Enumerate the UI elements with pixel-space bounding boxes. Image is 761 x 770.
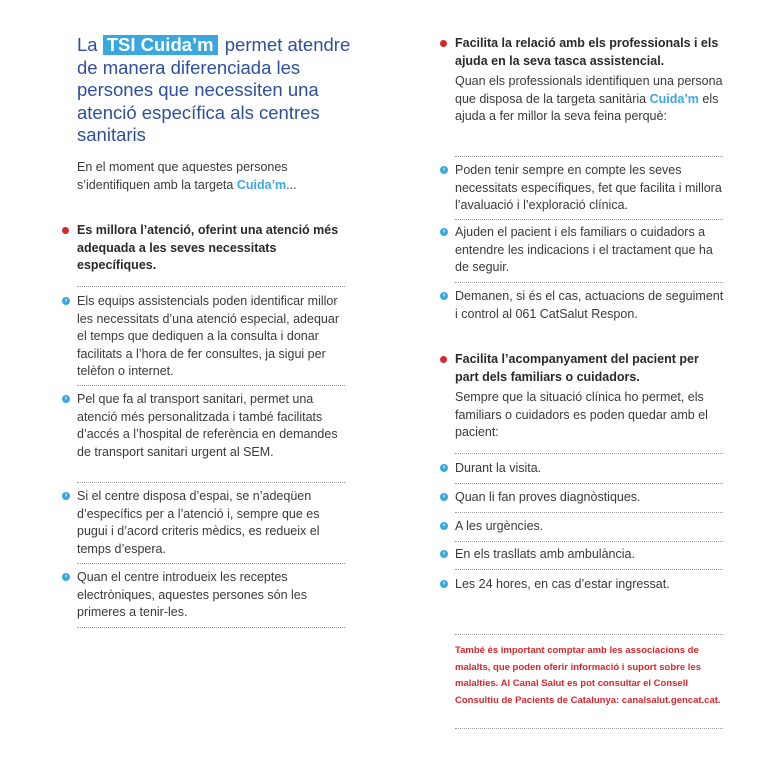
divider <box>455 483 723 484</box>
divider <box>77 563 345 564</box>
lead-body-pre: Quan els professionals identifiquen una persona que disposa de la targeta sanitària <box>455 74 723 106</box>
list-item-text: Si el centre disposa d’espai, se n’adeqüen d’específics per a l’atenció i, sempre que es pugui i d’acord criteris mèdics, es redueix el temps d’espera. <box>77 489 320 556</box>
lead-title: Facilita la relació amb els professionals i els ajuda en la seva tasca assistencial. <box>455 36 719 68</box>
lead-facilitates-professionals <box>440 35 724 145</box>
divider <box>455 512 723 513</box>
intro-text <box>77 159 357 194</box>
lead-body: Sempre que la situació clínica ho permet, els familiars o cuidadors es poden quedar amb el pacient: <box>455 390 708 439</box>
red-dot-icon <box>440 40 447 47</box>
blue-chevron-bullet-icon: › <box>440 550 448 558</box>
list-item-text: Durant la visita. <box>455 461 542 475</box>
blue-chevron-bullet-icon: › <box>62 297 70 305</box>
list-item-text: Pel que fa al transport sanitari, permet una atenció més personalitzada i també facilitats d’accés a l’hospital de referència en demandes de transport sanitari urgent al SEM. <box>77 392 338 459</box>
closing-note: També és important comptar amb les associacions de malalts, que poden oferir informació i suport sobre les malalties. Al Canal Salut es pot consultar el Consell Consultiu de Pacients de Catalunya: canalsalut.gencat.cat. <box>455 645 721 706</box>
list-item-text: Demanen, si és el cas, actuacions de seguiment i control al 061 CatSalut Respon. <box>455 289 724 321</box>
divider <box>455 541 723 542</box>
headline-rest: permet atendre de manera diferenciada les persones que necessiten una atenció específica als centres sanitaris <box>77 34 351 145</box>
blue-chevron-bullet-icon: › <box>440 493 448 501</box>
list-item-text: Poden tenir sempre en compte les seves necessitats específiques, fet que facilita i millora l’avaluació i l’exploració clínica. <box>455 163 722 212</box>
list-item-text: Ajuden el pacient i els familiars o cuidadors a entendre les indicacions i el tractament que ha de seguir. <box>455 225 713 274</box>
lead-body <box>455 73 725 126</box>
lead-title: Facilita l’acompanyament del pacient per part dels familiars o cuidadors. <box>455 352 699 384</box>
divider <box>77 627 345 628</box>
blue-chevron-bullet-icon: › <box>62 492 70 500</box>
lead-body-post: els ajuda a fer millor la seva feina perquè: <box>455 91 719 123</box>
lead-body-brand: Cuida’m <box>649 91 699 106</box>
divider <box>455 728 723 729</box>
list-item-text: Les 24 hores, en cas d’estar ingressat. <box>455 577 670 591</box>
blue-chevron-bullet-icon: › <box>62 395 70 403</box>
list-item-text: Els equips assistencials poden identificar millor les necessitats d’una atenció especial, adequar el temps que dediquen a la consulta i donar facilitats a l’hora de fer consultes, ja sigui per telèfon o internet. <box>77 294 339 378</box>
blue-chevron-bullet-icon: › <box>440 166 448 174</box>
divider <box>455 156 723 157</box>
divider <box>77 482 345 483</box>
headline-prefix: La <box>77 34 98 55</box>
brand-chip: TSI Cuida’m <box>103 35 218 55</box>
blue-chevron-bullet-icon: › <box>440 292 448 300</box>
list-item-text: Quan el centre introdueix les receptes electròniques, aquestes persones són les primeres a tenir-les. <box>77 570 308 619</box>
lead-improves-care <box>62 222 346 276</box>
divider <box>455 634 723 635</box>
intro-brand: Cuida’m <box>236 177 287 192</box>
blue-chevron-bullet-icon: › <box>440 522 448 530</box>
list-item-text: Quan li fan proves diagnòstiques. <box>455 490 641 504</box>
divider <box>455 282 723 283</box>
divider <box>77 385 345 386</box>
blue-chevron-bullet-icon: › <box>62 573 70 581</box>
list-item-text: En els trasllats amb ambulància. <box>455 547 635 561</box>
divider <box>77 286 345 287</box>
divider <box>455 453 723 454</box>
list-item-text: A les urgències. <box>455 519 544 533</box>
divider <box>455 219 723 220</box>
divider <box>455 569 723 570</box>
red-dot-icon <box>62 227 69 234</box>
page-headline <box>77 34 367 147</box>
intro-main: En el moment que aquestes persones s’identifiquen amb la targeta <box>77 160 288 192</box>
intro-suffix: ... <box>286 177 297 192</box>
lead-title: Es millora l’atenció, oferint una atenció més adequada a les seves necessitats específiques. <box>77 223 339 272</box>
red-dot-icon <box>440 356 447 363</box>
blue-chevron-bullet-icon: › <box>440 580 448 588</box>
blue-chevron-bullet-icon: › <box>440 464 448 472</box>
lead-facilitates-accompaniment <box>440 351 724 447</box>
blue-chevron-bullet-icon: › <box>440 228 448 236</box>
